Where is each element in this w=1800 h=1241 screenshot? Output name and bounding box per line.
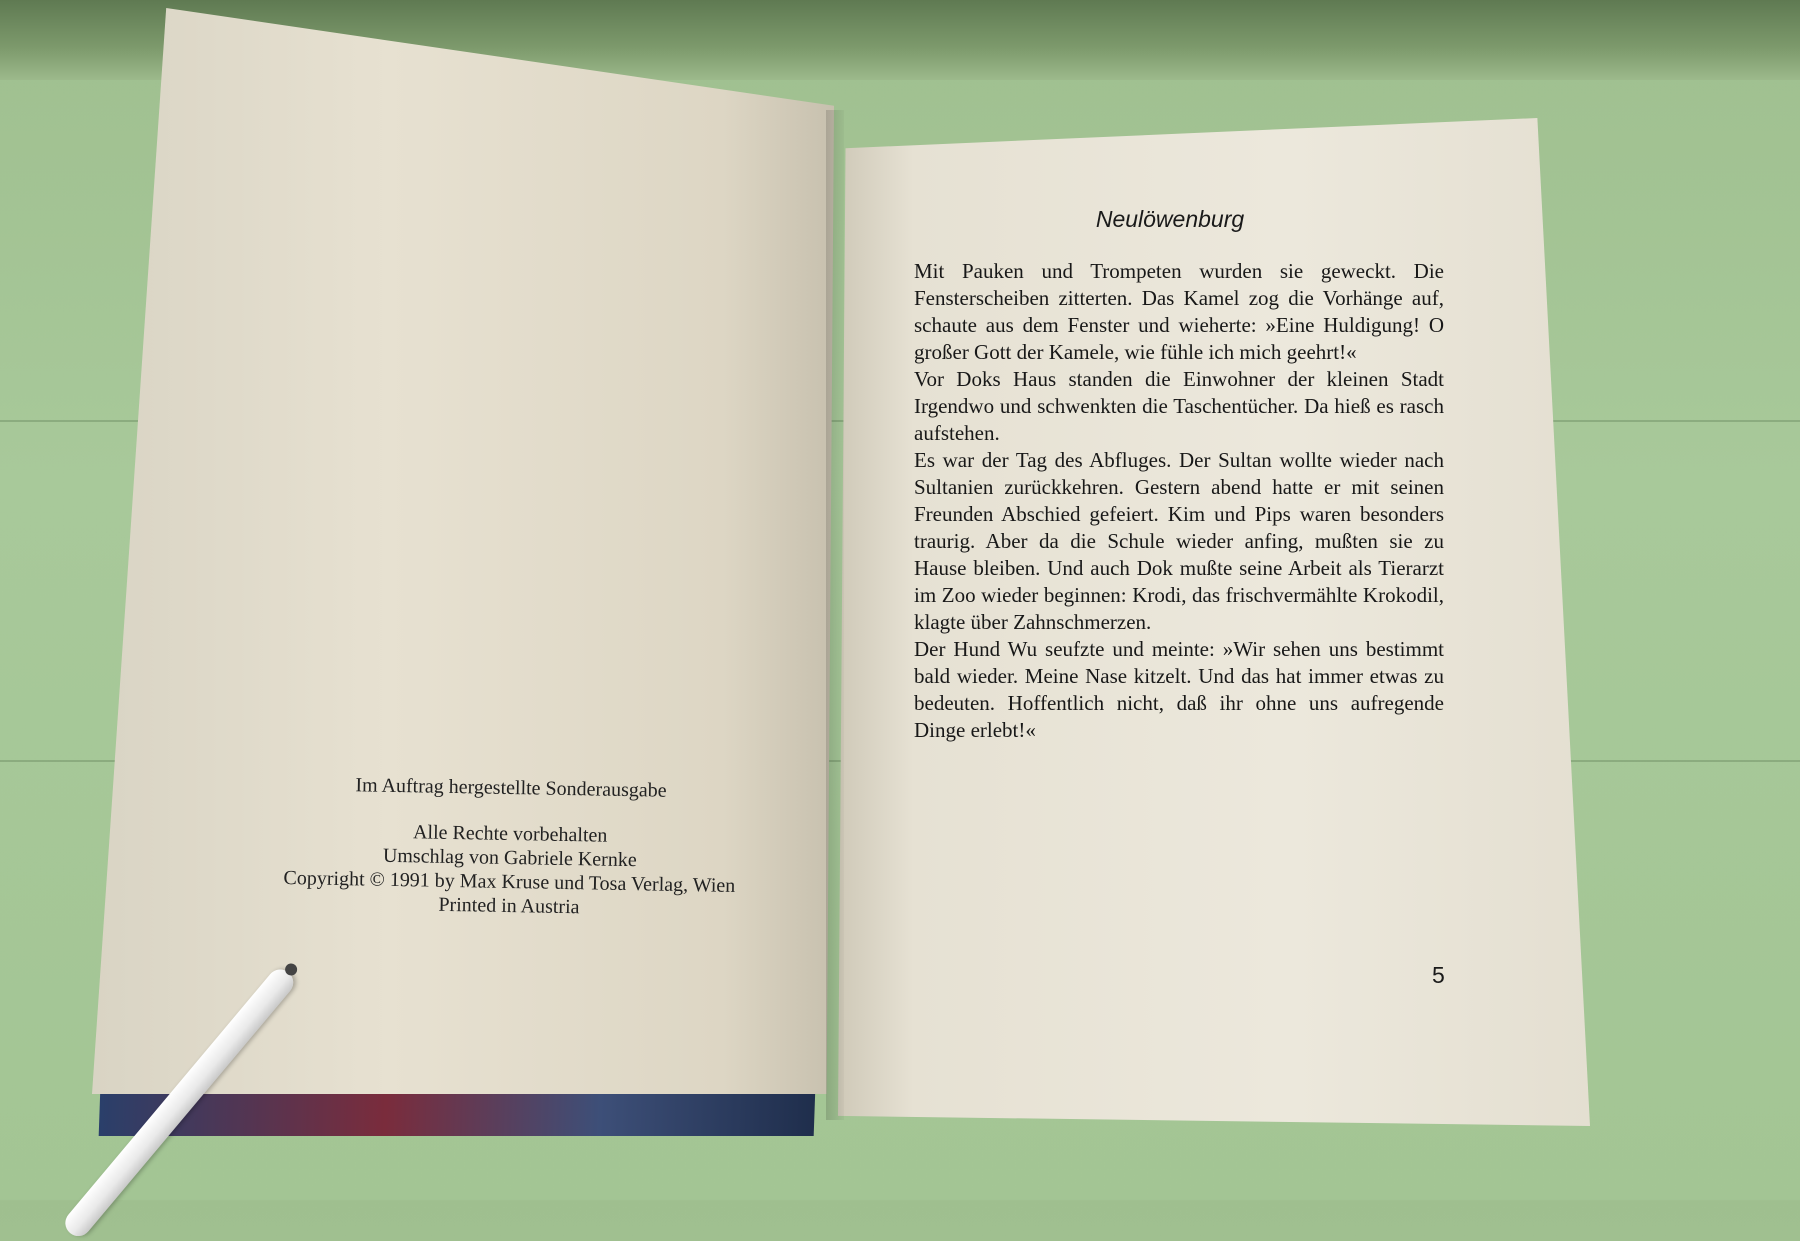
page-number: 5	[1432, 962, 1445, 988]
imprint-copyright: Copyright © 1991 by Max Kruse und Tosa Verlag, Wien	[283, 867, 736, 897]
chapter-title: Neulöwenburg	[1095, 206, 1245, 232]
left-page	[92, 8, 834, 1094]
imprint-rights: Alle Rechte vorbehalten	[412, 821, 608, 847]
imprint-printed: Printed in Austria	[438, 893, 580, 919]
chapter-body	[914, 258, 1444, 744]
paragraph: Mit Pauken und Trompeten wurden sie geweckt. Die Fensterscheiben zitterten. Das Kamel zog die Vorhänge auf, schaute aus dem Fenster und wieherte: »Eine Huldigung! O großer Gott der Kamele, wie fühle ich mich geehrt!«	[914, 259, 1444, 364]
paragraph: Es war der Tag des Abfluges. Der Sultan wollte wieder nach Sultanien zurückkehren. Gestern abend hatte er mit seinen Freunden Abschied gefeiert. Kim und Pips waren besonders traurig. Aber da die Schule wieder anfing, mußten sie zu Hause bleiben. Und auch Dok mußte seine Arbeit als Tierarzt im Zoo wieder beginnen: Krodi, das frischvermählte Krokodil, klagte über Zahnschmerzen.	[914, 448, 1444, 634]
paragraph: Der Hund Wu seufzte und meinte: »Wir sehen uns bestimmt bald wieder. Meine Nase kitzelt. Und das hat immer etwas zu bedeuten. Hoffentlich nicht, daß ihr ohne uns aufregende Dinge erlebt!«	[914, 637, 1444, 742]
imprint-block	[229, 771, 791, 923]
book-gutter	[826, 110, 844, 1120]
imprint-cover-credit: Umschlag von Gabriele Kernke	[382, 844, 637, 872]
paragraph: Vor Doks Haus standen die Einwohner der kleinen Stadt Irgendwo und schwenkten die Taschentücher. Da hieß es rasch aufstehen.	[914, 367, 1444, 445]
imprint-edition: Im Auftrag hergestellte Sonderausgabe	[355, 774, 667, 802]
